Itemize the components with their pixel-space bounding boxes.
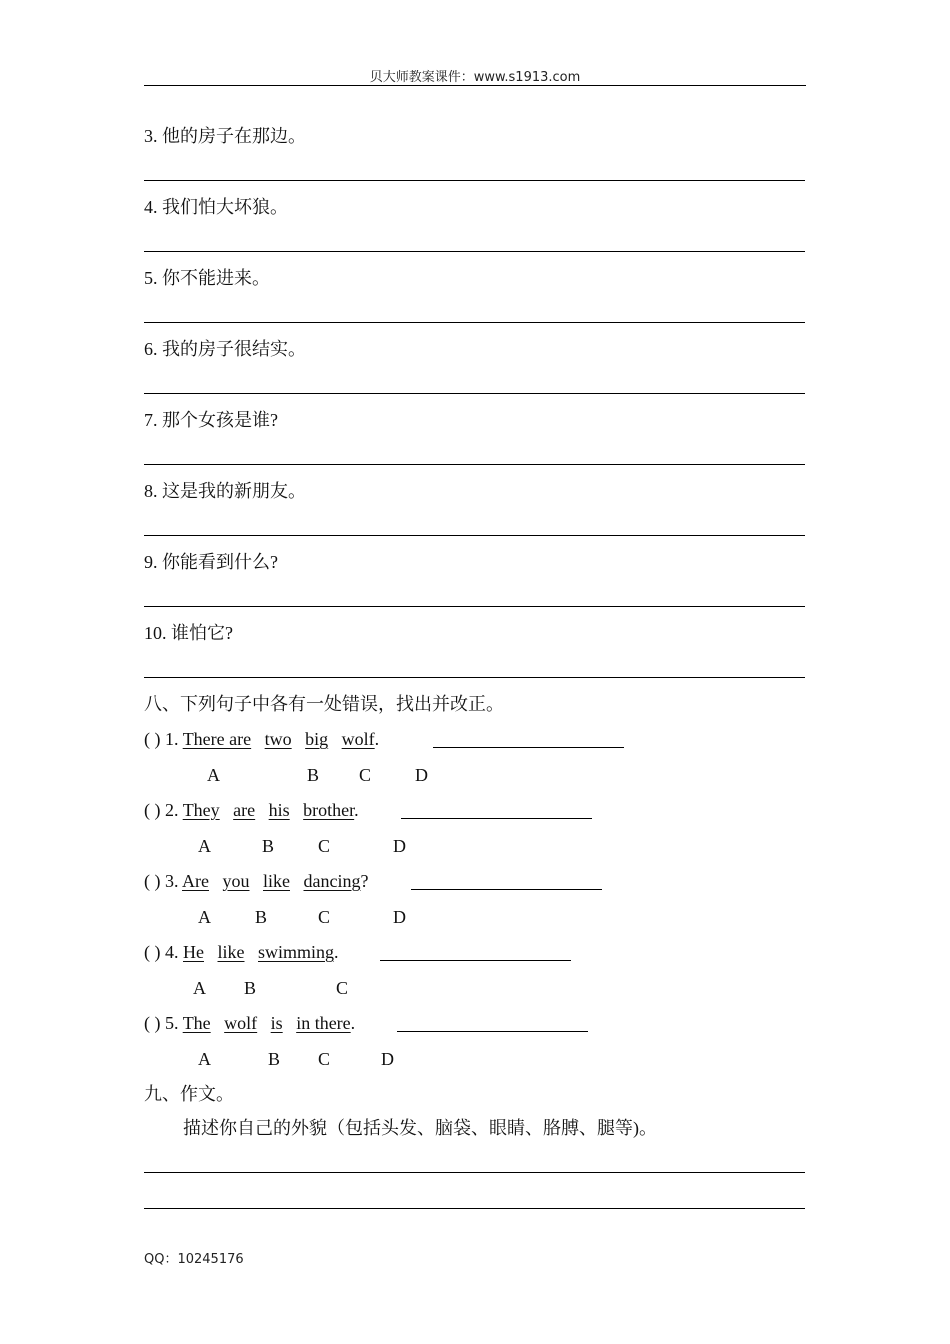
sentence-end: . xyxy=(334,942,339,962)
page-footer: QQ：10245176 xyxy=(144,1252,244,1267)
error-sentence xyxy=(144,728,379,750)
word-a: The xyxy=(182,1013,211,1033)
answer-line[interactable] xyxy=(144,606,805,607)
word-c: his xyxy=(268,800,290,820)
option-label: D xyxy=(381,1049,394,1069)
section-8-title: 八、下列句子中各有一处错误，找出并改正。 xyxy=(144,694,504,714)
word-c: like xyxy=(263,871,290,891)
correction-blank[interactable] xyxy=(397,1031,588,1032)
composition-prompt: 描述你自己的外貌（包括头发、脑袋、眼睛、胳膊、腿等)。 xyxy=(183,1118,657,1138)
word-b: two xyxy=(264,729,292,749)
option-label: D xyxy=(393,836,406,856)
word-c: is xyxy=(270,1013,283,1033)
section-9-title: 九、作文。 xyxy=(144,1084,234,1104)
answer-line[interactable] xyxy=(144,180,805,181)
translation-question: 8. 这是我的新朋友。 xyxy=(144,481,306,501)
option-label: C xyxy=(318,1049,331,1069)
option-label: D xyxy=(393,907,406,927)
item-prefix: ( ) 4. xyxy=(144,942,179,962)
option-label: C xyxy=(318,836,331,856)
item-prefix: ( ) 1. xyxy=(144,729,179,749)
word-d: brother xyxy=(303,800,355,820)
answer-line[interactable] xyxy=(144,1172,805,1173)
option-label: C xyxy=(359,765,372,785)
word-b: wolf xyxy=(224,1013,258,1033)
option-label: B xyxy=(244,978,257,998)
translation-question: 10. 谁怕它? xyxy=(144,623,233,643)
option-label: C xyxy=(336,978,349,998)
word-c: swimming xyxy=(258,942,335,962)
translation-question: 6. 我的房子很结实。 xyxy=(144,339,306,359)
error-sentence xyxy=(144,870,368,892)
answer-line[interactable] xyxy=(144,322,805,323)
word-a: Are xyxy=(182,871,209,891)
option-label: B xyxy=(307,765,320,785)
option-label: A xyxy=(207,765,220,785)
option-label: A xyxy=(198,907,211,927)
correction-blank[interactable] xyxy=(433,747,624,748)
option-label: B xyxy=(262,836,275,856)
error-sentence xyxy=(144,1012,355,1034)
error-sentence xyxy=(144,941,339,963)
answer-line[interactable] xyxy=(144,535,805,536)
option-label: C xyxy=(318,907,331,927)
option-label: D xyxy=(415,765,428,785)
answer-line[interactable] xyxy=(144,1208,805,1209)
correction-blank[interactable] xyxy=(380,960,571,961)
sentence-end: . xyxy=(350,1013,356,1033)
item-prefix: ( ) 3. xyxy=(144,871,179,891)
word-a: There are xyxy=(182,729,252,749)
header-rule xyxy=(144,85,806,86)
word-a: He xyxy=(183,942,204,962)
sentence-end: . xyxy=(354,800,359,820)
page-header: 贝大师教案课件：www.s1913.com xyxy=(369,70,581,85)
word-b: are xyxy=(233,800,256,820)
option-label: A xyxy=(198,1049,211,1069)
translation-question: 9. 你能看到什么? xyxy=(144,552,278,572)
answer-line[interactable] xyxy=(144,464,805,465)
translation-question: 4. 我们怕大坏狼。 xyxy=(144,197,288,217)
sentence-end: . xyxy=(374,729,380,749)
translation-question: 7. 那个女孩是谁? xyxy=(144,410,278,430)
option-label: A xyxy=(193,978,206,998)
answer-line[interactable] xyxy=(144,393,805,394)
item-prefix: ( ) 5. xyxy=(144,1013,179,1033)
word-c: big xyxy=(305,729,329,749)
word-b: you xyxy=(222,871,250,891)
option-label: B xyxy=(255,907,268,927)
correction-blank[interactable] xyxy=(411,889,602,890)
translation-question: 3. 他的房子在那边。 xyxy=(144,126,306,146)
option-label: A xyxy=(198,836,211,856)
word-d: in there xyxy=(296,1013,351,1033)
word-d: dancing xyxy=(303,871,361,891)
item-prefix: ( ) 2. xyxy=(144,800,179,820)
correction-blank[interactable] xyxy=(401,818,592,819)
answer-line[interactable] xyxy=(144,251,805,252)
word-d: wolf xyxy=(341,729,375,749)
word-a: They xyxy=(182,800,220,820)
translation-question: 5. 你不能进来。 xyxy=(144,268,270,288)
sentence-end: ? xyxy=(360,871,369,891)
answer-line[interactable] xyxy=(144,677,805,678)
error-sentence xyxy=(144,799,359,821)
word-b: like xyxy=(217,942,245,962)
option-label: B xyxy=(268,1049,281,1069)
